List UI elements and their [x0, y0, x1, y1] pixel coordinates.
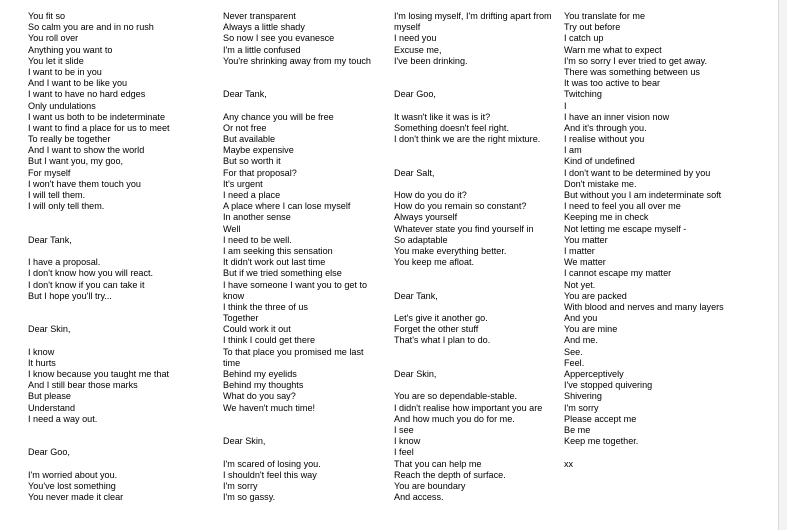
text-line: Only undulations: [28, 100, 96, 111]
text-line: Behind my thoughts: [223, 380, 304, 391]
text-line: Forget the other stuff: [394, 324, 479, 335]
text-line: I see: [394, 424, 414, 435]
text-line: I have a proposal.: [28, 257, 101, 268]
text-line: I've stopped quivering: [564, 380, 653, 391]
text-line: Whatever state you find yourself in: [394, 223, 534, 234]
text-line: You matter: [564, 234, 608, 245]
text-line: I feel: [394, 447, 414, 458]
text-line: Always yourself: [394, 212, 458, 223]
text-line: myself: [394, 22, 421, 33]
text-line: You are boundary: [394, 480, 466, 491]
text-line: I won't have them touch you: [28, 178, 141, 189]
text-line: And you: [564, 313, 598, 324]
text-line: That's what I plan to do.: [394, 335, 491, 346]
text-line: And how much you do for me.: [394, 413, 515, 424]
text-line: But without you I am indeterminate soft: [564, 190, 722, 200]
text-line: Dear Goo,: [394, 89, 436, 100]
text-line: Warn me what to expect: [564, 44, 662, 55]
text-line: How do you do it?: [394, 190, 467, 200]
text-line: I will tell them.: [28, 190, 86, 200]
text-line: To that place you promised me last: [223, 346, 364, 357]
text-line: I didn't realise how important you are: [394, 402, 543, 413]
text-line: Keeping me in check: [564, 212, 649, 223]
text-line: In another sense: [223, 212, 291, 223]
text-line: I want to have no hard edges: [28, 89, 146, 100]
text-line: I need a place: [223, 190, 281, 200]
text-line: [28, 212, 213, 223]
text-line: I think the three of us: [223, 301, 308, 312]
text-line: I will only tell them.: [28, 201, 105, 212]
text-line: You roll over: [28, 33, 79, 44]
text-line: For myself: [28, 167, 71, 178]
text-line: But available: [223, 134, 276, 145]
text-line: [28, 425, 213, 436]
text-line: You never made it clear: [28, 492, 124, 503]
text-line: I want to be in you: [28, 66, 102, 77]
text-line: I need a way out.: [28, 413, 98, 424]
text-line: Understand: [28, 402, 76, 413]
text-line: Apperceptively: [564, 369, 624, 379]
text-line: And me.: [564, 335, 598, 346]
text-line: I don't know how you will react.: [28, 268, 154, 279]
text-line: [394, 179, 566, 190]
text-line: Never transparent: [223, 11, 296, 21]
text-line: Could work it out: [223, 324, 291, 335]
text-line: Anything you want to: [28, 44, 113, 55]
text-line: But I hope you'll try...: [28, 290, 112, 301]
text-line: Dear Skin,: [28, 324, 71, 335]
text-line: Not letting me escape myself -: [564, 223, 687, 234]
text-line: I am seeking this sensation: [223, 245, 333, 256]
text-line: Don't mistake me.: [564, 178, 637, 189]
text-line: I have an inner vision now: [564, 111, 670, 122]
text-line: And I want to show the world: [28, 145, 145, 156]
text-line: That you can help me: [394, 458, 482, 469]
text-line: [564, 447, 740, 458]
text-line: What do you say?: [223, 391, 296, 402]
text-column-3: [394, 11, 566, 503]
text-line: [394, 380, 566, 391]
text-line: But I want you, my goo,: [28, 156, 124, 167]
text-line: I matter: [564, 245, 595, 256]
text-line: Well: [223, 223, 241, 234]
text-line: How do you remain so constant?: [394, 201, 527, 212]
text-line: Dear Salt,: [394, 167, 435, 178]
text-line: Excuse me,: [394, 44, 442, 55]
text-line: I'm sorry: [223, 480, 258, 491]
text-line: Maybe expensive: [223, 145, 294, 156]
text-line: You keep me afloat.: [394, 257, 475, 268]
text-line: I: [564, 100, 567, 111]
text-line: I'm a little confused: [223, 44, 301, 55]
text-line: [394, 101, 566, 112]
text-line: You are packed: [564, 290, 627, 301]
text-line: Be me: [564, 424, 591, 435]
text-line: [394, 302, 566, 313]
text-line: For that proposal?: [223, 167, 297, 178]
text-line: Together: [223, 313, 259, 324]
text-line: Let's give it another go.: [394, 313, 488, 324]
text-line: I need to be well.: [223, 234, 292, 245]
text-line: Dear Skin,: [394, 369, 437, 379]
text-line: I don't want to be determined by you: [564, 167, 711, 178]
text-line: Behind my eyelids: [223, 369, 297, 379]
text-line: [28, 302, 213, 313]
text-line: You've lost something: [28, 480, 116, 491]
text-line: It's urgent: [223, 178, 263, 189]
text-line: There was something between us: [564, 66, 700, 77]
text-line: [394, 156, 566, 167]
text-line: So adaptable: [394, 234, 448, 245]
text-line: I'm scared of losing you.: [223, 458, 321, 469]
text-line: And I still bear those marks: [28, 380, 138, 391]
text-line: See.: [564, 346, 583, 357]
text-column-4: [564, 11, 740, 470]
text-line: I shouldn't feel this way: [223, 469, 317, 480]
text-line: xx: [564, 458, 574, 469]
text-line: [28, 246, 213, 257]
text-line: Dear Goo,: [28, 447, 70, 458]
text-line: [394, 78, 566, 89]
text-line: [394, 280, 566, 291]
text-line: You translate for me: [564, 11, 646, 21]
text-line: [223, 101, 386, 112]
text-line: We matter: [564, 257, 606, 268]
text-line: Any chance you will be free: [223, 111, 334, 122]
text-line: I catch up: [564, 33, 604, 44]
text-line: And I want to be like you: [28, 78, 128, 89]
text-line: Kind of undefined: [564, 156, 635, 167]
text-line: [223, 67, 386, 78]
text-line: I'm sorry: [564, 402, 599, 413]
text-line: You let it slide: [28, 55, 84, 66]
text-line: You make everything better.: [394, 245, 507, 256]
text-line: I'm losing myself, I'm drifting apart from: [394, 11, 552, 21]
text-line: Dear Tank,: [223, 89, 267, 100]
text-line: I know: [28, 346, 55, 357]
text-line: Dear Skin,: [223, 436, 266, 447]
text-line: But if we tried something else: [223, 268, 342, 279]
text-line: [223, 425, 386, 436]
text-line: time: [223, 357, 241, 368]
text-line: [28, 436, 213, 447]
text-column-2: [223, 11, 386, 503]
text-line: It was too active to bear: [564, 78, 661, 89]
text-line: So now I see you evanesce: [223, 33, 335, 44]
text-line: And it's through you.: [564, 122, 647, 133]
text-line: You are mine: [564, 324, 618, 335]
text-line: But so worth it: [223, 156, 281, 167]
text-line: I want us both to be indeterminate: [28, 111, 165, 122]
text-line: You fit so: [28, 11, 66, 21]
text-line: I think I could get there: [223, 335, 316, 346]
text-line: A place where I can lose myself: [223, 201, 351, 212]
text-line: I have someone I want you to get to: [223, 279, 368, 290]
text-line: It didn't work out last time: [223, 257, 326, 268]
text-line: Always a little shady: [223, 22, 305, 33]
text-line: I'm so gassy.: [223, 492, 276, 503]
text-line: [223, 78, 386, 89]
text-line: I need you: [394, 33, 437, 44]
text-line: [223, 414, 386, 425]
text-line: I've been drinking.: [394, 55, 468, 66]
text-line: I want to find a place for us to meet: [28, 122, 170, 133]
text-line: I don't think we are the right mixture.: [394, 134, 541, 145]
text-line: It wasn't like it was is it?: [394, 111, 491, 122]
text-line: But please: [28, 391, 71, 402]
text-line: I don't know if you can take it: [28, 279, 145, 290]
text-line: I'm worried about you.: [28, 469, 118, 480]
text-line: I know because you taught me that: [28, 369, 170, 379]
text-line: [394, 67, 566, 78]
text-line: [394, 358, 566, 369]
text-line: We haven't much time!: [223, 402, 316, 413]
text-line: You're shrinking away from my touch: [223, 55, 371, 66]
text-line: So calm you are and in no rush: [28, 22, 154, 33]
text-line: Twitching: [564, 89, 602, 100]
text-line: Shivering: [564, 391, 602, 402]
text-line: I'm so sorry I ever tried to get away.: [564, 55, 708, 66]
text-line: Reach the depth of surface.: [394, 469, 506, 480]
text-line: [223, 447, 386, 458]
text-line: Feel.: [564, 357, 585, 368]
text-line: Something doesn't feel right.: [394, 122, 509, 133]
text-line: I am: [564, 145, 582, 156]
text-line: [394, 268, 566, 279]
text-line: And access.: [394, 492, 444, 503]
text-line: [394, 347, 566, 358]
text-line: I need to feel you all over me: [564, 201, 681, 212]
text-line: To really be together: [28, 134, 111, 145]
text-line: [28, 459, 213, 470]
text-column-1: [28, 11, 213, 503]
window-edge: [779, 0, 787, 530]
text-line: Not yet.: [564, 279, 596, 290]
text-line: With blood and nerves and many layers: [564, 301, 724, 312]
text-line: You are so dependable-stable.: [394, 391, 518, 402]
text-line: know: [223, 290, 245, 301]
text-line: Dear Tank,: [394, 290, 438, 301]
text-line: Try out before: [564, 22, 621, 33]
text-line: [394, 145, 566, 156]
text-line: [28, 335, 213, 346]
text-line: Dear Tank,: [28, 234, 72, 245]
text-line: I cannot escape my matter: [564, 268, 672, 279]
text-line: Keep me together.: [564, 436, 639, 447]
text-line: Please accept me: [564, 413, 637, 424]
text-line: I realise without you: [564, 134, 645, 145]
text-line: Or not free: [223, 122, 267, 133]
text-line: I know: [394, 436, 421, 447]
text-line: It hurts: [28, 357, 56, 368]
text-line: [28, 313, 213, 324]
text-line: [28, 224, 213, 235]
